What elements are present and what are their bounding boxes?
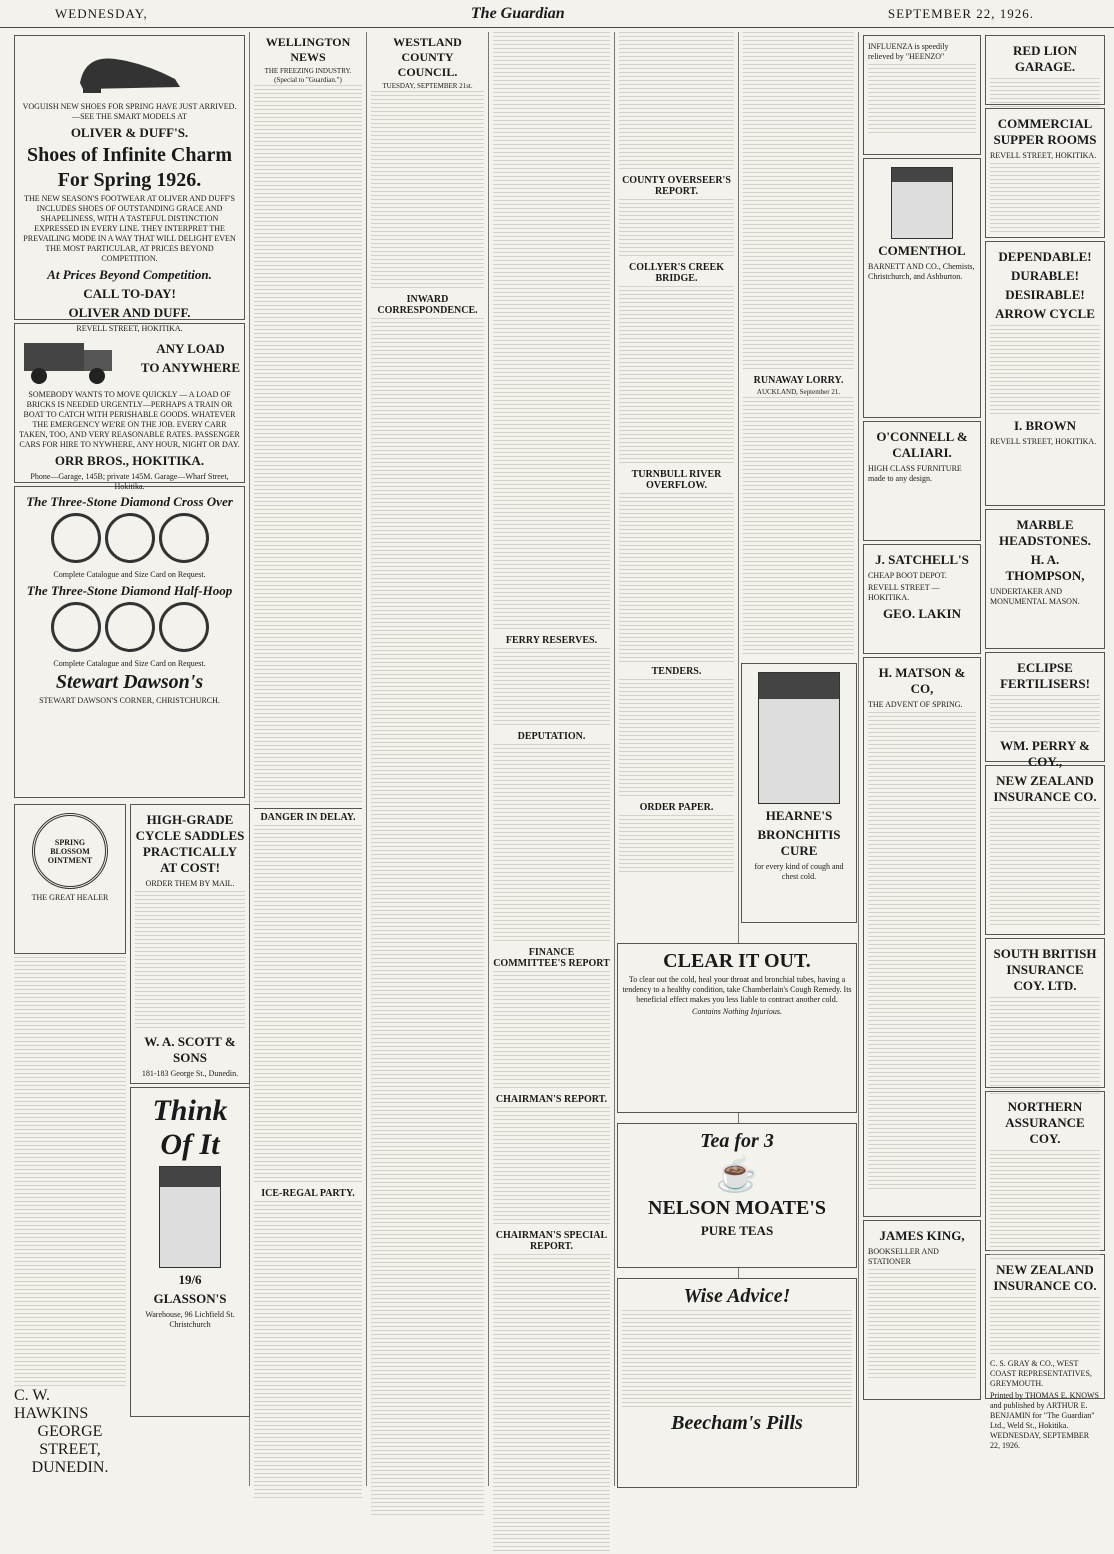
danger-head: DANGER IN DELAY.	[260, 812, 356, 823]
cycle-address: REVELL STREET, HOKITIKA.	[990, 437, 1097, 446]
turnbull-head: TURNBULL RIVER OVERFLOW.	[631, 469, 722, 491]
tenders-text	[619, 679, 734, 799]
orr-phone: Phone—Garage, 145B; private 145M. Garage—Wharf Street, Hokitika.	[30, 472, 229, 491]
column-7b	[985, 32, 1105, 1482]
orr-body: SOMEBODY WANTS TO MOVE QUICKLY — A LOAD OF BRICKS IS NEEDED URGENTLY—PERHAPS A TRAIN OR BOAT TO CATCH WITH PERISHABLE GOODS. WHATEVER THE EMERGENCY WE'RE ON THE JOB. EVERY CARR TAKEN, TOO, AND VERY REASONABLE RATES. PASSENGER CARS FOR HIRE TO NYWHERE, ANY HOUR, NIGHT OR DAY.	[19, 390, 240, 449]
hawkins-name: C. W. HAWKINS	[14, 1387, 89, 1422]
dawson-title-1: The Three-Stone Diamond Cross Over	[26, 494, 233, 509]
glasson-name: GLASSON'S	[153, 1291, 227, 1306]
lakin-name: GEO. LAKIN	[882, 606, 961, 621]
stewart-dawson-ad	[14, 486, 245, 798]
wellington-text	[254, 85, 362, 805]
ointment-jar-icon	[32, 813, 108, 889]
fertilisers-head: ECLIPSE FERTILISERS!	[1000, 660, 1090, 691]
ferry-head: FERRY RESERVES.	[505, 635, 598, 646]
cycle-d3: DESIRABLE!	[1005, 287, 1085, 302]
south-british-name: SOUTH BRITISH INSURANCE COY. LTD.	[993, 946, 1097, 993]
column-6-text-1	[743, 32, 854, 372]
influenza-text	[868, 64, 976, 134]
westland-date: TUESDAY, SEPTEMBER 21st.	[382, 82, 473, 90]
danger-text	[254, 825, 362, 1185]
supper-address: REVELL STREET, HOKITIKA.	[990, 151, 1097, 160]
correspondence-text	[371, 318, 484, 1518]
blossom-text-block	[14, 957, 126, 1387]
beecham-ad	[617, 1278, 857, 1488]
cycle-brand: ARROW CYCLE	[995, 306, 1095, 321]
supper-rooms-ad	[985, 108, 1105, 238]
shoe-illustration	[19, 40, 240, 100]
wellington-dateline: (Special to "Guardian.")	[274, 76, 342, 84]
glasson-price: 19/6	[178, 1272, 202, 1287]
order-head: ORDER PAPER.	[639, 802, 714, 813]
thompson-name: H. A. THOMPSON,	[1005, 552, 1085, 583]
lower-ads-area	[14, 801, 245, 1476]
overseer-text	[619, 199, 734, 259]
clear-body: To clear out the cold, heal your throat and bronchial tubes, having a tendency to a healthy condition, take Chamberlain's Cough Remedy. Its beneficial effect makes you less liable to contract another cold.	[622, 975, 852, 1004]
supper-head: COMMERCIAL SUPPER ROOMS	[993, 116, 1097, 147]
teapot-icon: ☕	[715, 1157, 759, 1194]
clear-foot: Contains Nothing Injurious.	[691, 1007, 782, 1016]
mother-child-illustration	[758, 672, 840, 804]
oliver-duff-headline-2: For Spring 1926.	[57, 169, 202, 191]
oconnell-name: O'CONNELL & CALIARI.	[876, 429, 968, 460]
ring-icon	[105, 513, 155, 563]
matson-ad	[863, 657, 981, 1217]
satchell-address: REVELL STREET — HOKITIKA.	[868, 583, 940, 602]
ice-regal-head: ICE-REGAL PARTY.	[261, 1188, 355, 1199]
column-4	[489, 32, 615, 1486]
special-head: CHAIRMAN'S SPECIAL REPORT.	[495, 1230, 608, 1252]
cycle-dealer: I. BROWN	[1013, 418, 1077, 433]
king-name: JAMES KING,	[879, 1228, 965, 1243]
cycle-d2: DURABLE!	[1011, 268, 1079, 283]
northern-text	[990, 1150, 1100, 1260]
oliver-duff-prices: At Prices Beyond Competition.	[47, 267, 212, 282]
dawson-address: STEWART DAWSON'S CORNER, CHRISTCHURCH.	[39, 696, 220, 705]
tea-tag: PURE TEAS	[700, 1223, 774, 1238]
nz-insurance-text	[990, 808, 1100, 928]
deputation-text	[493, 744, 610, 944]
dawson-title-2: The Three-Stone Diamond Half-Hoop	[26, 583, 233, 598]
collyer-text	[619, 286, 734, 466]
influenza-ad	[863, 35, 981, 155]
hawkins-address: GEORGE STREET, DUNEDIN.	[31, 1423, 109, 1476]
tea-brand: NELSON MOATE'S	[648, 1197, 826, 1219]
northern-ad	[985, 1091, 1105, 1251]
glasson-address: Warehouse, 96 Lichfield St. Christchurch	[145, 1310, 235, 1329]
saddles-ad	[130, 804, 250, 1084]
ring-icon	[159, 513, 209, 563]
orr-name: ORR BROS., HOKITIKA.	[54, 453, 205, 468]
fertilisers-ad	[985, 652, 1105, 769]
imprint: Printed by THOMAS E. KNOWS and published by ARTHUR E. BENJAMIN for "The Guardian" Ltd., Weld St., Hokitika. WEDNESDAY, SEPTEMBER 22, 1926.	[990, 1391, 1099, 1450]
satchell-name: J. SATCHELL'S	[875, 552, 969, 567]
oliver-duff-ad	[14, 35, 245, 333]
lorry-head: RUNAWAY LORRY.	[753, 375, 844, 386]
chairman-head: CHAIRMAN'S REPORT.	[495, 1094, 608, 1105]
oliver-duff-headline-1: Shoes of Infinite Charm	[26, 144, 232, 166]
wellington-sub: THE FREEZING INDUSTRY.	[264, 67, 352, 75]
cycle-text	[990, 325, 1100, 415]
overseer-head: COUNTY OVERSEER'S REPORT.	[622, 175, 731, 197]
ferry-text	[493, 648, 610, 728]
masthead	[0, 0, 1114, 28]
beecham-brand: Beecham's Pills	[671, 1412, 803, 1434]
glasson-head: Think Of It	[152, 1094, 228, 1161]
oliver-duff-body: THE NEW SEASON'S FOOTWEAR AT OLIVER AND DUFF'S INCLUDES SHOES OF OUTSTANDING GRACE AND SHAPELINESS, WITH A TASTEFUL DISTINCTION EXPRESSED IN EVERY LINE. THEY INTERPRET THE PREVAILING MODE IN A WAY THAT WILL DELIGHT EVEN THE MOST PARTICULAR, AT PRICES BEYOND COMPETITION.	[23, 194, 236, 263]
ring-icon	[105, 602, 155, 652]
headstones-head: MARBLE HEADSTONES.	[999, 517, 1091, 548]
oconnell-ad	[863, 421, 981, 541]
ring-icon	[51, 513, 101, 563]
fertilisers-text	[990, 695, 1100, 735]
hearne-name: HEARNE'S	[765, 808, 833, 823]
ring-row-2	[19, 602, 240, 657]
influenza-head: INFLUENZA is speedily relieved by "HEENZO"	[868, 42, 949, 61]
south-british-ad	[985, 938, 1105, 1088]
column-7	[859, 32, 1106, 1486]
beecham-head: Wise Advice!	[683, 1285, 791, 1307]
perry-name: WM. PERRY & COY.,	[1000, 738, 1090, 769]
gray-name: C. S. GRAY & CO., WEST COAST REPRESENTATIVES, GREYMOUTH.	[990, 1359, 1092, 1388]
red-lion-head: RED LION GARAGE.	[1013, 43, 1077, 74]
arrow-cycle-ad	[985, 241, 1105, 506]
dawson-note-1: Complete Catalogue and Size Card on Request.	[53, 570, 206, 579]
saddles-order: ORDER THEM BY MAIL.	[145, 879, 235, 888]
glasson-ad	[130, 1087, 250, 1417]
ice-regal-text	[254, 1201, 362, 1501]
ring-icon	[159, 602, 209, 652]
red-lion-ad	[985, 35, 1105, 105]
saddles-text-block	[135, 891, 245, 1031]
red-lion-text	[990, 78, 1100, 108]
blossom-column	[14, 801, 126, 1476]
shoe-icon	[75, 45, 185, 95]
nz-insurance-2-name: NEW ZEALAND INSURANCE CO.	[993, 1262, 1097, 1293]
nelson-moate-ad	[617, 1123, 857, 1268]
comentho-ad	[863, 158, 981, 418]
ring-row-1	[19, 513, 240, 568]
oliver-duff-call: CALL TO-DAY!	[83, 286, 176, 301]
oliver-duff-footer: OLIVER AND DUFF.	[68, 305, 191, 320]
masthead-day: WEDNESDAY,	[55, 5, 148, 21]
collyer-head: COLLYER'S CREEK BRIDGE.	[629, 262, 724, 284]
order-text	[619, 815, 734, 875]
orr-line-2: TO ANYWHERE	[140, 359, 240, 375]
oconnell-body: HIGH CLASS FURNITURE made to any design.	[868, 464, 962, 483]
hearne-ad	[741, 663, 857, 923]
matson-advent: THE ADVENT OF SPRING.	[868, 700, 963, 709]
king-text	[868, 1269, 976, 1379]
lorry-text	[743, 397, 854, 657]
dawson-note-2: Complete Catalogue and Size Card on Request.	[53, 659, 206, 668]
king-sub: BOOKSELLER AND STATIONER	[868, 1247, 939, 1266]
hearne-tag: for every kind of cough and chest cold.	[754, 862, 844, 881]
column-5-text-1	[619, 32, 734, 172]
masthead-date: SEPTEMBER 22, 1926.	[887, 5, 1034, 21]
westland-head: WESTLAND COUNTY COUNCIL.	[393, 35, 462, 79]
tea-headline: Tea for 3	[700, 1130, 774, 1152]
correspondence-head: INWARD CORRESPONDENCE.	[377, 294, 478, 316]
special-text	[493, 1254, 610, 1554]
truck-icon	[19, 328, 119, 388]
deputation-head: DEPUTATION.	[517, 731, 586, 742]
blossom-title: SPRING BLOSSOM OINTMENT	[47, 837, 93, 865]
wellington-head: WELLINGTON NEWS	[265, 35, 351, 64]
saddles-title: HIGH-GRADE CYCLE SADDLES PRACTICALLY AT COST!	[135, 812, 245, 875]
column-2	[250, 32, 367, 1486]
turnbull-text	[619, 493, 734, 663]
finance-text	[493, 971, 610, 1091]
thompson-sub: UNDERTAKER AND MONUMENTAL MASON.	[990, 587, 1080, 606]
column-4-text-1	[493, 32, 610, 632]
coat-figure-illustration	[159, 1166, 221, 1268]
ring-icon	[51, 602, 101, 652]
masthead-title: The Guardian	[470, 4, 565, 22]
comentho-makers: BARNETT AND CO., Chemists, Christchurch, and Ashburton.	[868, 262, 975, 281]
orr-header	[19, 328, 240, 388]
satchell-sub: CHEAP BOOT DEPOT.	[868, 571, 947, 580]
satchell-ad	[863, 544, 981, 654]
orr-line-1: ANY LOAD	[156, 340, 225, 356]
column-3	[367, 32, 489, 1486]
tenders-head: TENDERS.	[651, 666, 702, 677]
nz-insurance-ad	[985, 765, 1105, 935]
nz-insurance-2-text	[990, 1297, 1100, 1357]
clear-it-out-ad	[617, 943, 857, 1113]
oliver-duff-name: OLIVER & DUFF'S.	[70, 125, 189, 140]
dawson-name: Stewart Dawson's	[55, 671, 204, 693]
headstones-ad	[985, 509, 1105, 649]
nz-insurance-2-ad	[985, 1254, 1105, 1450]
saddles-address: 181-183 George St., Dunedin.	[141, 1069, 239, 1078]
blossom-tag: THE GREAT HEALER	[31, 893, 109, 902]
northern-name: NORTHERN ASSURANCE COY.	[1005, 1099, 1085, 1146]
nz-insurance-name: NEW ZEALAND INSURANCE CO.	[993, 773, 1097, 804]
king-ad	[863, 1220, 981, 1400]
orr-bros-ad	[14, 323, 245, 491]
comentho-illustration	[891, 167, 953, 239]
westland-text-1	[371, 91, 484, 291]
cycle-d1: DEPENDABLE!	[998, 249, 1092, 264]
finance-head: FINANCE COMMITTEE'S REPORT	[493, 947, 610, 969]
beecham-text	[622, 1310, 852, 1410]
column-7-grid	[863, 32, 1102, 1482]
hearne-line: BRONCHITIS CURE	[757, 827, 841, 858]
lorry-place: AUCKLAND, September 21.	[756, 388, 841, 396]
blossom-ad	[14, 804, 126, 954]
clear-title: CLEAR IT OUT.	[663, 950, 811, 972]
oliver-duff-address: REVELL STREET, HOKITIKA.	[76, 324, 183, 333]
south-british-text	[990, 997, 1100, 1097]
column-1	[10, 32, 250, 1486]
saddle-column	[130, 801, 250, 1461]
column-7a	[863, 32, 981, 1482]
truck-illustration	[19, 328, 119, 388]
oliver-duff-intro: VOGUISH NEW SHOES FOR SPRING HAVE JUST ARRIVED.—SEE THE SMART MODELS AT	[22, 102, 237, 121]
supper-text	[990, 163, 1100, 233]
matson-name: H. MATSON & CO,	[878, 665, 966, 696]
matson-text	[868, 712, 976, 1192]
comentho-name: COMENTHOL	[878, 243, 966, 258]
saddles-name: W. A. SCOTT & SONS	[144, 1034, 236, 1065]
chairman-text	[493, 1107, 610, 1227]
